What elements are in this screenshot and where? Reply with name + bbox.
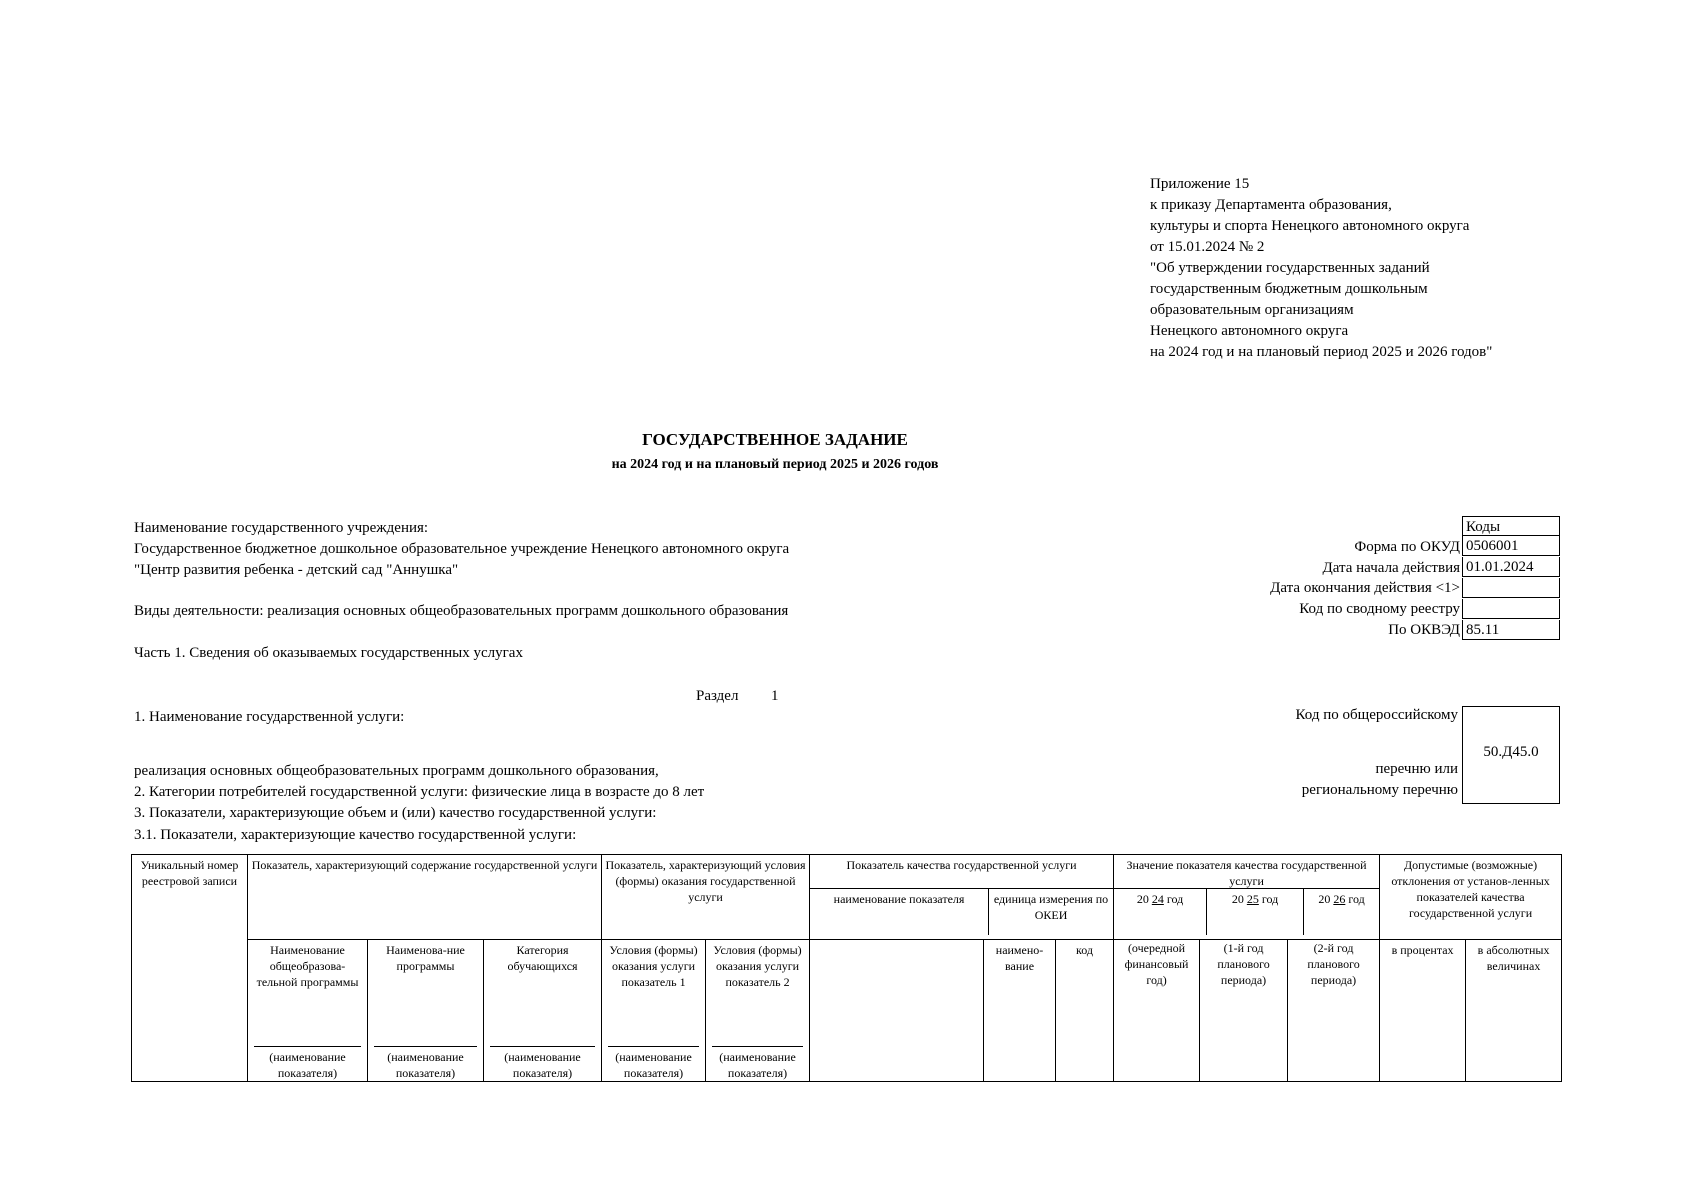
service-name-label: 1. Наименование государственной услуги: xyxy=(134,709,405,725)
col-student-category: Категория обучающихся (наименование показателя) xyxy=(484,940,602,1082)
service-name-value: реализация основных общеобразовательных программ дошкольного образования, xyxy=(134,763,659,779)
header-deviation: Допустимые (возможные) отклонения от установ-ленных показателей качества государственной услуги xyxy=(1380,855,1562,940)
registry-code-label-1: Код по общероссийскому xyxy=(1295,707,1458,723)
col-condition-1: Условия (формы) оказания услуги показатель 1 (наименование показателя) xyxy=(602,940,706,1082)
page-subtitle: на 2024 год и на плановый период 2025 и 2026 годов xyxy=(611,457,939,472)
col-indicator-name-body xyxy=(810,940,984,1082)
appendix-line: Приложение 15 xyxy=(1150,176,1250,192)
activity-types: Виды деятельности: реализация основных общеобразовательных программ дошкольного образования xyxy=(134,603,789,619)
institution-name-line1: Государственное бюджетное дошкольное образовательное учреждение Ненецкого автономного округа xyxy=(134,541,790,557)
col-unit-code: код xyxy=(1056,940,1114,1082)
header-year-1: 20 24 год xyxy=(1114,889,1207,935)
col-year-3-note: (2-й год планового периода) xyxy=(1288,940,1380,1082)
col-condition-2: Условия (формы) оказания услуги показатель 2 (наименование показателя) xyxy=(706,940,810,1082)
header-quality-title: Показатель качества государственной услуги xyxy=(810,855,1113,889)
service-quality-heading: 3.1. Показатели, характеризующие качество государственной услуги: xyxy=(134,827,577,843)
appendix-block xyxy=(1150,174,1492,363)
header-value xyxy=(1114,855,1380,940)
section-label: Раздел xyxy=(696,688,739,704)
quality-indicators-table xyxy=(131,854,1562,1082)
header-content-indicator: Показатель, характеризующий содержание государственной услуги xyxy=(248,855,602,940)
header-unit-okei: единица измерения по ОКЕИ xyxy=(993,892,1109,922)
code-label-end-date: Дата окончания действия <1> xyxy=(1270,580,1460,596)
col-year-2-note: (1-й год планового периода) xyxy=(1200,940,1288,1082)
header-conditions-indicator: Показатель, характеризующий условия (формы) оказания государственной услуги xyxy=(602,855,810,940)
institution-label: Наименование государственного учреждения: xyxy=(134,520,429,536)
header-year-2: 20 25 год xyxy=(1207,889,1304,935)
appendix-line: образовательным организациям xyxy=(1150,302,1354,318)
col-program: Наименова-ние программы (наименование показателя) xyxy=(368,940,484,1082)
header-year-3: 20 26 год xyxy=(1318,892,1365,906)
section-number: 1 xyxy=(771,688,779,704)
col-unit-name: наимено-вание xyxy=(984,940,1056,1082)
service-indicators: 3. Показатели, характеризующие объем и (или) качество государственной услуги: xyxy=(134,805,657,821)
header-year-cols xyxy=(1114,889,1379,935)
page-title: ГОСУДАРСТВЕННОЕ ЗАДАНИЕ xyxy=(642,430,908,449)
code-label-registry: Код по сводному реестру xyxy=(1299,601,1460,617)
appendix-line: от 15.01.2024 № 2 xyxy=(1150,239,1265,255)
registry-code-value: 50.Д45.0 xyxy=(1462,706,1560,804)
header-value-title: Значение показателя качества государственной услуги xyxy=(1114,855,1379,889)
registry-code-label-2: перечню или xyxy=(1375,761,1458,777)
registry-code-label-3: региональному перечню xyxy=(1301,782,1458,798)
appendix-line: культуры и спорта Ненецкого автономного округа xyxy=(1150,218,1470,234)
year-3-value: 26 xyxy=(1333,892,1346,906)
code-label-okud: Форма по ОКУД xyxy=(1354,539,1460,555)
codes-header: Коды xyxy=(1462,516,1560,536)
appendix-line: "Об утверждении государственных заданий xyxy=(1150,260,1430,276)
code-value-start-date: 01.01.2024 xyxy=(1462,557,1560,577)
col-deviation-percent: в процентах xyxy=(1380,940,1466,1082)
code-value-registry xyxy=(1462,599,1560,619)
year-1-value: 24 xyxy=(1151,892,1164,906)
table-header-row xyxy=(132,855,1562,940)
appendix-line: на 2024 год и на плановый период 2025 и 2026 годов" xyxy=(1150,344,1493,360)
code-value-okud: 0506001 xyxy=(1462,536,1560,556)
header-quality-indicator xyxy=(810,855,1114,940)
col-program-name: Наименование общеобразова-тельной программы (наименование показателя) xyxy=(248,940,368,1082)
appendix-line: к приказу Департамента образования, xyxy=(1150,197,1392,213)
appendix-line: Ненецкого автономного округа xyxy=(1150,323,1349,339)
col-year-1-note: (очередной финансовый год) xyxy=(1114,940,1200,1082)
header-unique-number: Уникальный номер реестровой записи xyxy=(132,855,248,1082)
code-label-start-date: Дата начала действия xyxy=(1322,560,1460,576)
header-quality-subcols xyxy=(810,889,1113,935)
code-value-okved: 85.11 xyxy=(1462,620,1560,640)
institution-name-line2: "Центр развития ребенка - детский сад "Аннушка" xyxy=(134,562,459,578)
header-indicator-name: наименование показателя xyxy=(810,889,989,935)
col-deviation-absolute: в абсолютных величинах xyxy=(1466,940,1562,1082)
part-1-heading: Часть 1. Сведения об оказываемых государственных услугах xyxy=(134,645,523,661)
appendix-line: государственным бюджетным дошкольным xyxy=(1150,281,1428,297)
code-value-end-date xyxy=(1462,578,1560,598)
code-label-okved: По ОКВЭД xyxy=(1388,622,1460,638)
year-2-value: 25 xyxy=(1246,892,1259,906)
service-consumers: 2. Категории потребителей государственной услуги: физические лица в возрасте до 8 лет xyxy=(134,784,705,800)
